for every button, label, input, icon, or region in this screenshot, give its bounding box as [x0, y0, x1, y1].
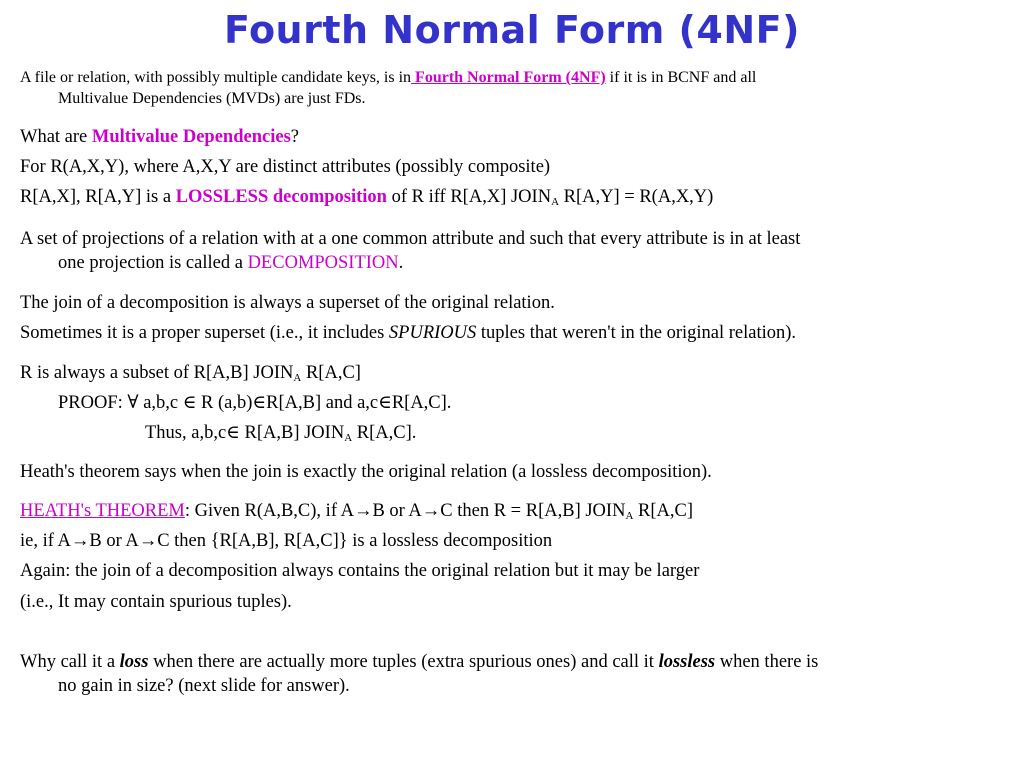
why-text-end: when there is	[715, 652, 819, 672]
spurious-text-end: tuples that weren't in the original relation).	[476, 323, 797, 343]
heath-theorem-text: : Given R(A,B,C), if A→B or A→C then R = R[A,B] JOIN	[184, 501, 626, 521]
mvd-term: Multivalue Dependencies	[91, 127, 291, 147]
mvd-question-mark: ?	[290, 127, 299, 147]
lossless-text: R[A,X], R[A,Y] is a	[20, 187, 176, 207]
why-line-2: no gain in size? (next slide for answer).	[58, 676, 350, 696]
spurious-text: Sometimes it is a proper superset (i.e., it includes	[20, 323, 389, 343]
lossless-line	[20, 186, 1010, 208]
lossless-join-text: of R iff R[A,X] JOIN	[386, 187, 552, 207]
decomposition-line-2	[58, 252, 1010, 274]
intro-text-end: if it is in BCNF and all	[605, 69, 757, 86]
thus-text-end: R[A,C].	[352, 423, 417, 443]
subset-line	[20, 362, 1010, 384]
intro-text: A file or relation, with possibly multiple candidate keys, is in	[20, 69, 412, 86]
thus-line	[145, 422, 1010, 444]
heath-theorem-link[interactable]: HEATH's THEOREM	[20, 501, 185, 521]
lossless-emphasis: lossless	[658, 652, 716, 672]
slide-title: Fourth Normal Form (4NF)	[224, 8, 800, 52]
subset-text-end: R[A,C]	[301, 363, 361, 383]
again-line: Again: the join of a decomposition always contains the original relation but it may be larger	[20, 561, 700, 581]
why-text-mid: when there are actually more tuples (extra spurious ones) and call it	[148, 652, 659, 672]
subset-text: R is always a subset of R[A,B] JOIN	[20, 363, 294, 383]
decomposition-period: .	[398, 253, 404, 273]
superset-line: The join of a decomposition is always a superset of the original relation.	[20, 293, 555, 313]
heath-says-line: Heath's theorem says when the join is exactly the original relation (a lossless decomposition).	[20, 462, 712, 482]
lossless-end-text: R[A,Y] = R(A,X,Y)	[559, 187, 714, 207]
for-line: For R(A,X,Y), where A,X,Y are distinct attributes (possibly composite)	[20, 157, 551, 177]
4nf-term-link[interactable]: Fourth Normal Form (4NF)	[411, 69, 606, 86]
why-line-1	[20, 651, 1010, 673]
spurious-line	[20, 322, 1010, 344]
heath-theorem-text-end: R[A,C]	[633, 501, 694, 521]
ie-line: ie, if A→B or A→C then {R[A,B], R[A,C]} is a lossless decomposition	[20, 531, 553, 551]
spurious-note-line: (i.e., It may contain spurious tuples).	[20, 592, 292, 612]
spurious-term: SPURIOUS	[388, 323, 477, 343]
lossless-term: LOSSLESS decomposition	[175, 187, 387, 207]
proof-line: PROOF: ∀ a,b,c ∈ R (a,b)∈R[A,B] and a,c∈R[A,C].	[58, 393, 452, 413]
thus-text: Thus, a,b,c∈ R[A,B] JOIN	[145, 423, 345, 443]
why-text: Why call it a	[20, 652, 120, 672]
join-subscript: A	[625, 510, 634, 522]
decomposition-text: one projection is called a	[58, 253, 248, 273]
heath-theorem-line	[20, 500, 1010, 522]
intro-line-1	[20, 68, 1010, 88]
mvd-question	[20, 126, 1010, 148]
join-subscript: A	[293, 372, 302, 384]
intro-line-2: Multivalue Dependencies (MVDs) are just FDs.	[58, 90, 366, 107]
decomposition-term: DECOMPOSITION	[247, 253, 399, 273]
join-subscript: A	[551, 196, 560, 208]
decomposition-line-1: A set of projections of a relation with at a one common attribute and such that every attribute is in at least	[20, 229, 801, 249]
join-subscript: A	[344, 432, 353, 444]
mvd-question-text: What are	[20, 127, 92, 147]
loss-term: loss	[119, 652, 149, 672]
